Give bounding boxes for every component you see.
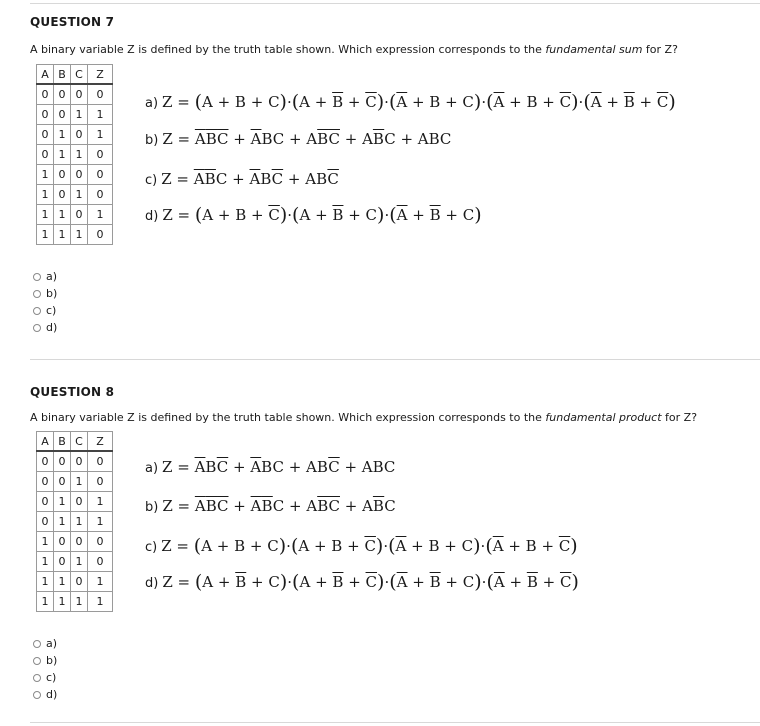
- cell: 1: [71, 145, 88, 165]
- cell: 1: [54, 125, 71, 145]
- table-row: [37, 572, 113, 592]
- cell: 0: [37, 512, 54, 532]
- table-row: [37, 472, 113, 492]
- cell: 0: [88, 225, 113, 245]
- cell: 1: [54, 592, 71, 612]
- cell: 0: [71, 125, 88, 145]
- radio-icon[interactable]: [33, 674, 41, 682]
- cell: 0: [37, 145, 54, 165]
- cell: 0: [88, 472, 113, 492]
- q7-expression-b: b) $Z = \overline{A}\overline{B}\overline{C} + \overline{A}BC + A\overline{B}\overline{C} + A\overline{B}C$ + ABC: [145, 130, 452, 148]
- col-header: B: [54, 432, 71, 452]
- table-row: [37, 492, 113, 512]
- q8-expression-c: c) $Z = (A + B + C)\cdot(A + B + \overline{C})\cdot(\overline{A} + B + C)\cdot(\overline{A} + B + \overline{C})$: [145, 535, 578, 557]
- table-row: [37, 225, 113, 245]
- q7-expression-a: a) $Z = (A + B + C)\cdot(A + \overline{B} + \overline{C})\cdot(\overline{A} + B + C)\cdot(\overline{A} + B + \overline{C})\cdot(\overline{A} + \overline{B} + \overline{C})$: [145, 91, 676, 113]
- table-row: [37, 105, 113, 125]
- table-row: [37, 185, 113, 205]
- table-row: [37, 145, 113, 165]
- table-row: [37, 592, 113, 612]
- cell: 0: [71, 205, 88, 225]
- cell: 0: [71, 532, 88, 552]
- cell: 0: [37, 492, 54, 512]
- cell: 1: [54, 205, 71, 225]
- q7-answer-options: [33, 268, 57, 336]
- radio-icon[interactable]: [33, 290, 41, 298]
- cell: 0: [88, 552, 113, 572]
- q7-expression-d: d) $Z = (A + B + \overline{C})\cdot(A + \overline{B} + C)\cdot(\overline{A} + \overline{B} + C)$: [145, 204, 482, 226]
- cell: 0: [54, 105, 71, 125]
- table-row: [37, 532, 113, 552]
- cell: 1: [37, 552, 54, 572]
- q8-option-c[interactable]: c): [33, 669, 57, 686]
- q8-option-b[interactable]: b): [33, 652, 57, 669]
- q7-title: QUESTION 7: [30, 15, 115, 29]
- radio-icon[interactable]: [33, 307, 41, 315]
- cell: 0: [71, 165, 88, 185]
- cell: 1: [71, 185, 88, 205]
- cell: 0: [54, 552, 71, 572]
- cell: 0: [71, 84, 88, 105]
- cell: 1: [88, 105, 113, 125]
- cell: 0: [37, 105, 54, 125]
- cell: 0: [54, 532, 71, 552]
- col-header: A: [37, 432, 54, 452]
- bottom-divider: [30, 722, 760, 723]
- cell: 1: [37, 205, 54, 225]
- table-row: [37, 165, 113, 185]
- top-divider: [30, 3, 760, 4]
- radio-icon[interactable]: [33, 273, 41, 281]
- cell: 1: [88, 572, 113, 592]
- radio-icon[interactable]: [33, 640, 41, 648]
- question-divider: [30, 359, 760, 360]
- cell: 0: [88, 185, 113, 205]
- cell: 1: [37, 185, 54, 205]
- q8-truth-table: [36, 431, 113, 612]
- q8-title: QUESTION 8: [30, 385, 115, 399]
- cell: 1: [71, 225, 88, 245]
- cell: 1: [71, 592, 88, 612]
- cell: 0: [88, 532, 113, 552]
- q7-option-d[interactable]: d): [33, 319, 57, 336]
- cell: 1: [37, 572, 54, 592]
- cell: 0: [37, 84, 54, 105]
- col-header: C: [71, 65, 88, 85]
- table-row: [37, 125, 113, 145]
- cell: 1: [37, 165, 54, 185]
- cell: 0: [37, 125, 54, 145]
- cell: 0: [37, 472, 54, 492]
- col-header: C: [71, 432, 88, 452]
- q7-option-c[interactable]: c): [33, 302, 57, 319]
- cell: 1: [71, 552, 88, 572]
- cell: 0: [71, 451, 88, 472]
- radio-icon[interactable]: [33, 657, 41, 665]
- cell: 0: [88, 84, 113, 105]
- table-row: [37, 552, 113, 572]
- cell: 0: [37, 451, 54, 472]
- cell: 0: [88, 165, 113, 185]
- cell: 1: [88, 492, 113, 512]
- q7-prompt-emphasis: fundamental sum: [545, 43, 643, 56]
- cell: 0: [71, 572, 88, 592]
- cell: 1: [37, 592, 54, 612]
- table-row: [37, 84, 113, 105]
- cell: 1: [54, 512, 71, 532]
- cell: 1: [71, 105, 88, 125]
- cell: 1: [54, 225, 71, 245]
- radio-icon[interactable]: [33, 691, 41, 699]
- cell: 1: [71, 512, 88, 532]
- col-header: Z: [88, 65, 113, 85]
- q8-option-d[interactable]: d): [33, 686, 57, 703]
- q7-option-b[interactable]: b): [33, 285, 57, 302]
- cell: 0: [54, 451, 71, 472]
- q8-prompt: A binary variable Z is defined by the truth table shown. Which expression corresponds to the fundamental product for Z?: [30, 411, 698, 424]
- cell: 1: [37, 532, 54, 552]
- radio-icon[interactable]: [33, 324, 41, 332]
- cell: 1: [54, 492, 71, 512]
- cell: 1: [71, 472, 88, 492]
- cell: 0: [54, 472, 71, 492]
- q8-expression-a: a) $Z = \overline{A}B\overline{C} + \overline{A}BC + AB\overline{C}$ + ABC: [145, 458, 396, 476]
- col-header: B: [54, 65, 71, 85]
- q8-answer-options: [33, 635, 57, 703]
- cell: 0: [54, 165, 71, 185]
- q7-expression-c: c) $Z = \overline{A}\overline{B}C + \overline{A}B\overline{C} + AB\overline{C}$: [145, 170, 339, 188]
- q7-prompt: A binary variable Z is defined by the truth table shown. Which expression corresponds to the fundamental sum for Z?: [30, 43, 678, 56]
- cell: 1: [88, 512, 113, 532]
- table-row: [37, 205, 113, 225]
- cell: 1: [88, 125, 113, 145]
- col-header: Z: [88, 432, 113, 452]
- cell: 1: [88, 205, 113, 225]
- cell: 0: [88, 145, 113, 165]
- table-row: [37, 451, 113, 472]
- q8-prompt-emphasis: fundamental product: [545, 411, 662, 424]
- cell: 1: [37, 225, 54, 245]
- q8-option-a[interactable]: a): [33, 635, 57, 652]
- cell: 0: [54, 84, 71, 105]
- table-row: [37, 512, 113, 532]
- cell: 1: [54, 572, 71, 592]
- cell: 0: [88, 451, 113, 472]
- q7-truth-table: [36, 64, 113, 245]
- q7-option-a[interactable]: a): [33, 268, 57, 285]
- q8-expression-d: d) $Z = (A + \overline{B} + C)\cdot(A + \overline{B} + \overline{C})\cdot(\overline{A} + \overline{B} + C)\cdot(\overline{A} + \overline{B} + \overline{C})$: [145, 571, 579, 593]
- col-header: A: [37, 65, 54, 85]
- cell: 1: [88, 592, 113, 612]
- cell: 0: [54, 185, 71, 205]
- cell: 0: [71, 492, 88, 512]
- q8-expression-b: b) $Z = \overline{A}\overline{B}\overline{C} + \overline{A}\overline{B}C + A\overline{B}\overline{C} + A\overline{B}C$: [145, 497, 396, 515]
- cell: 1: [54, 145, 71, 165]
